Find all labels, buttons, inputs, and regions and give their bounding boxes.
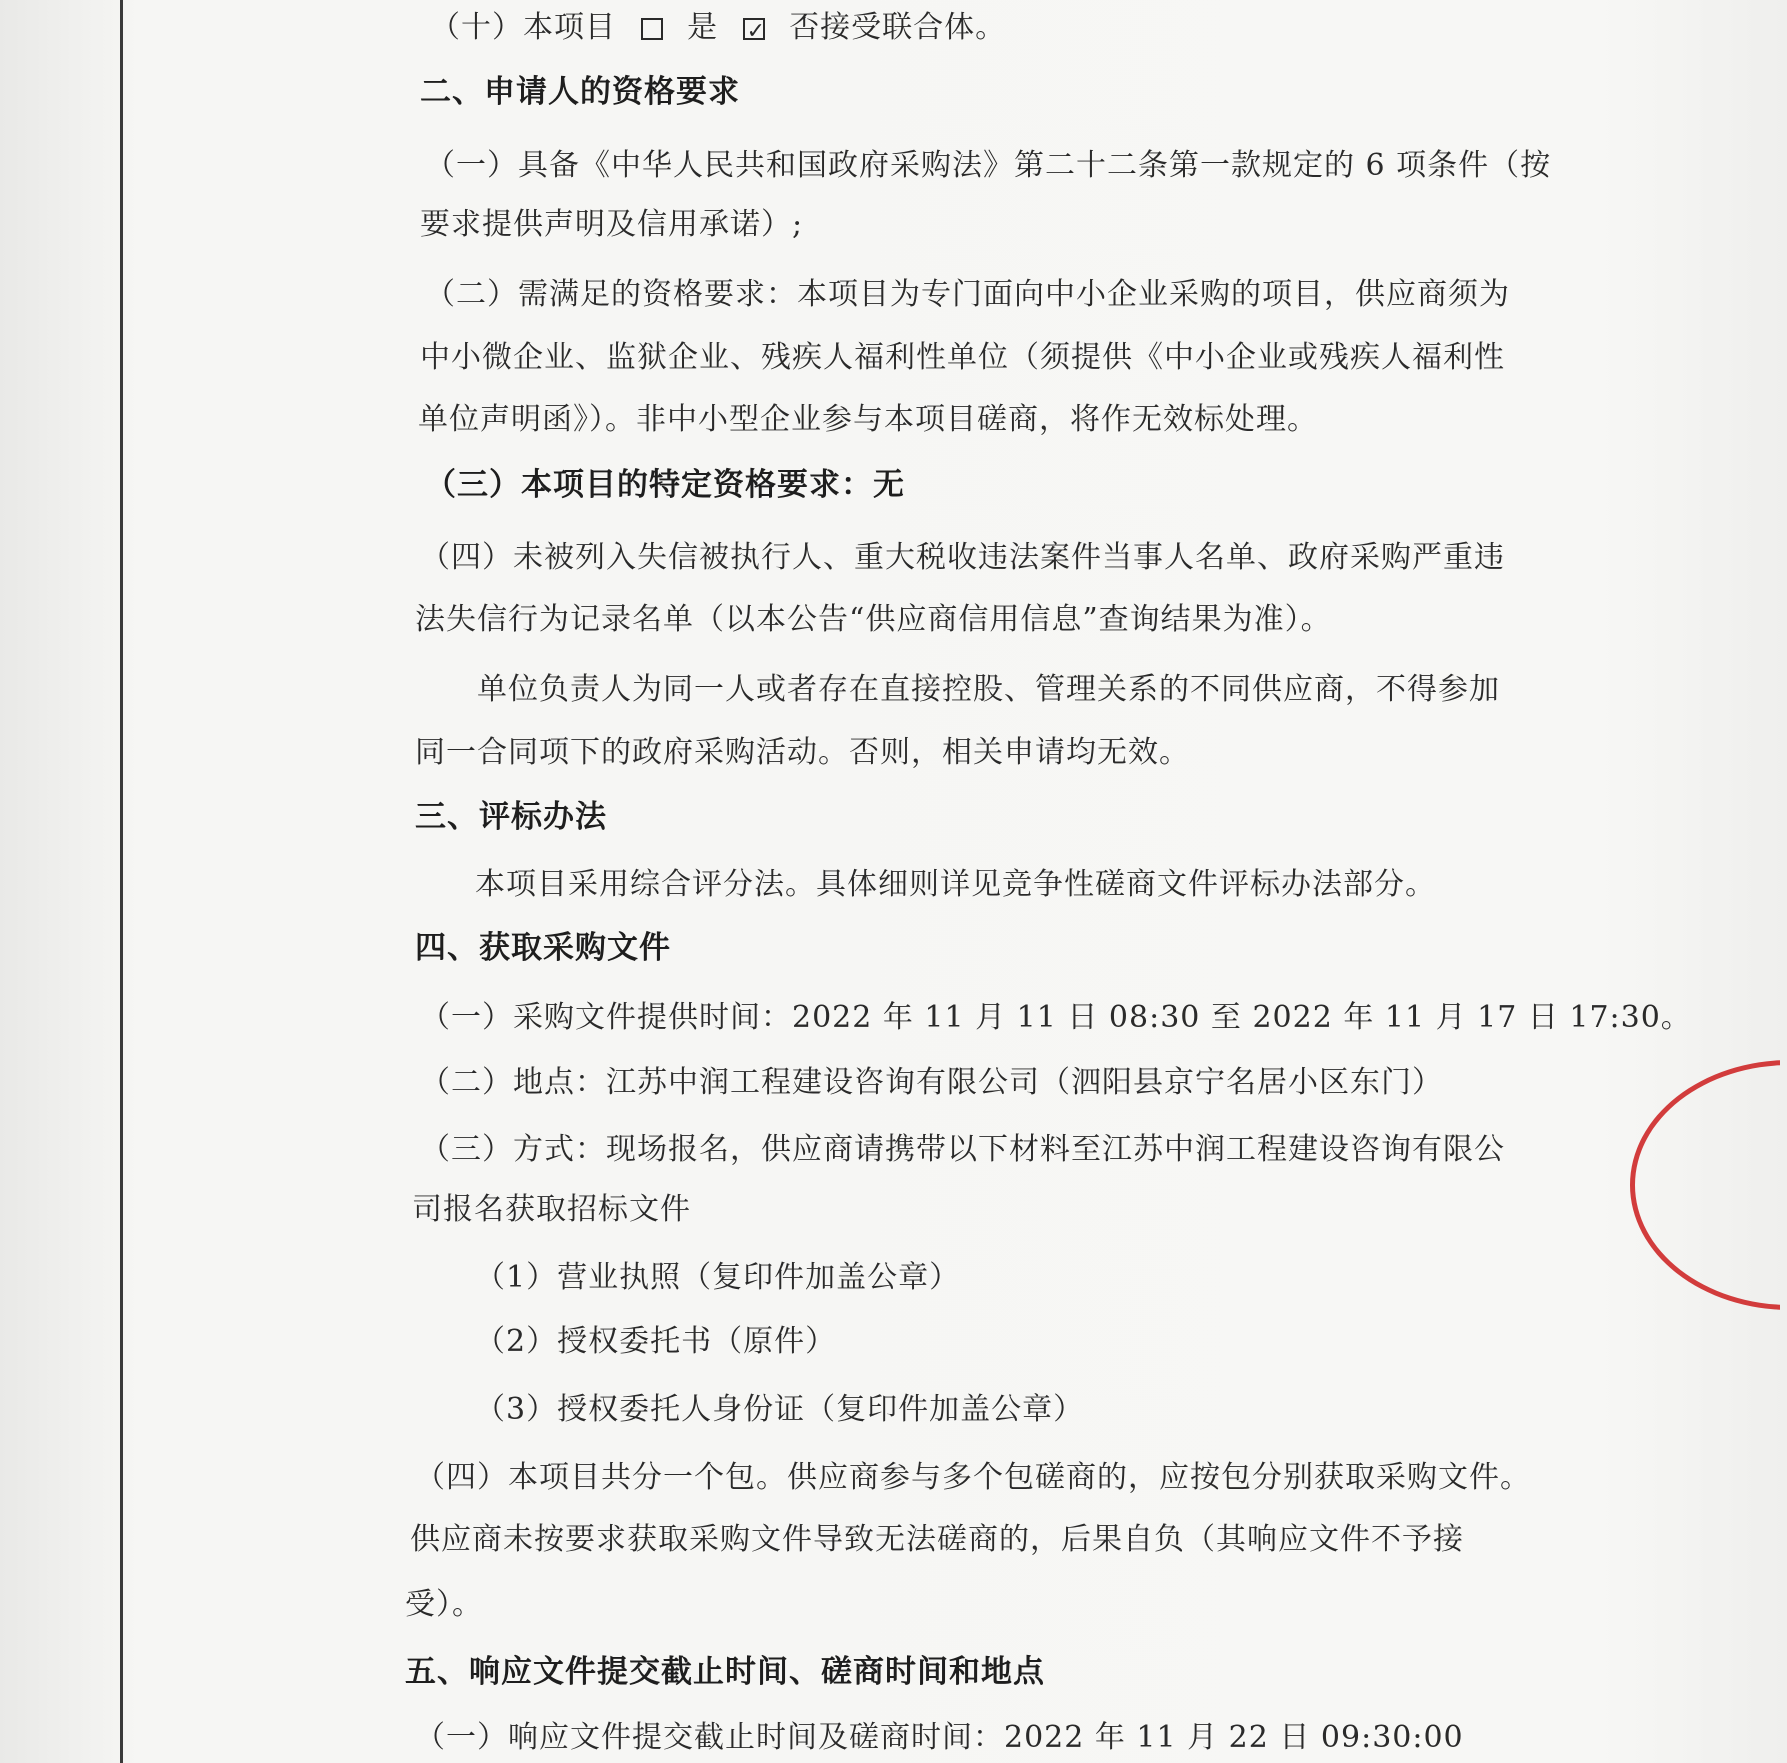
consortium-suffix: 否接受联合体。 — [789, 10, 1007, 45]
page-binding-edge — [120, 0, 123, 1763]
consortium-line — [430, 8, 1006, 48]
red-seal-stamp — [1630, 1060, 1780, 1310]
paragraph-5-1: （一）响应文件提交截止时间及磋商时间：2022 年 11 月 22 日 09:30:00 — [415, 1720, 1464, 1755]
paragraph-4-4-line-1: （四）本项目共分一个包。供应商参与多个包磋商的，应按包分别获取采购文件。 — [415, 1460, 1531, 1495]
paragraph-2-2-line-2: 中小微企业、监狱企业、残疾人福利性单位（须提供《中小企业或残疾人福利性 — [420, 340, 1505, 375]
checkbox-yes — [641, 18, 663, 40]
check-mark-icon: ✓ — [746, 19, 767, 44]
paragraph-4-3-line-2: 司报名获取招标文件 — [412, 1192, 691, 1227]
consortium-option-yes: 是 — [687, 10, 719, 45]
paragraph-2-2-line-1: （二）需满足的资格要求：本项目为专门面向中小企业采购的项目，供应商须为 — [425, 277, 1510, 312]
paragraph-2-1-line-1: （一）具备《中华人民共和国政府采购法》第二十二条第一款规定的 6 项条件（按 — [425, 148, 1552, 183]
paragraph-4-3-line-1: （三）方式：现场报名，供应商请携带以下材料至江苏中润工程建设咨询有限公 — [420, 1132, 1505, 1167]
paragraph-2-2-line-3: 单位声明函》）。非中小型企业参与本项目磋商，将作无效标处理。 — [418, 402, 1318, 437]
checkbox-no — [743, 18, 767, 44]
paragraph-2-5-line-2: 同一合同项下的政府采购活动。否则，相关申请均无效。 — [415, 735, 1190, 770]
seal-ring — [1630, 1060, 1780, 1310]
consortium-prefix: （十）本项目 — [430, 10, 616, 45]
paragraph-2-3: （三）本项目的特定资格要求：无 — [425, 467, 905, 503]
material-item-3: （3）授权委托人身份证（复印件加盖公章） — [475, 1392, 1085, 1427]
section-2-title: 二、申请人的资格要求 — [420, 74, 740, 110]
section-3-body: 本项目采用综合评分法。具体细则详见竞争性磋商文件评标办法部分。 — [475, 867, 1436, 902]
paragraph-4-4-line-3: 受）。 — [405, 1587, 483, 1622]
paragraph-4-1: （一）采购文件提供时间：2022 年 11 月 11 日 08:30 至 2022 年 11 月 17 日 17:30。 — [420, 1000, 1692, 1035]
section-5-title: 五、响应文件提交截止时间、磋商时间和地点 — [405, 1654, 1045, 1690]
paragraph-2-4-line-1: （四）未被列入失信被执行人、重大税收违法案件当事人名单、政府采购严重违 — [420, 540, 1505, 575]
paragraph-2-1-line-2: 要求提供声明及信用承诺）; — [420, 207, 804, 242]
section-4-title: 四、获取采购文件 — [415, 930, 671, 966]
material-item-1: （1）营业执照（复印件加盖公章） — [475, 1260, 961, 1295]
material-item-2: （2）授权委托书（原件） — [475, 1324, 837, 1359]
paragraph-2-5-line-1: 单位负责人为同一人或者存在直接控股、管理关系的不同供应商，不得参加 — [477, 672, 1500, 707]
paragraph-4-2: （二）地点：江苏中润工程建设咨询有限公司（泗阳县京宁名居小区东门） — [420, 1065, 1443, 1100]
paragraph-4-4-line-2: 供应商未按要求获取采购文件导致无法磋商的，后果自负（其响应文件不予接 — [410, 1522, 1464, 1557]
paragraph-2-4-line-2: 法失信行为记录名单（以本公告“供应商信用信息”查询结果为准）。 — [415, 602, 1332, 637]
section-3-title: 三、评标办法 — [415, 799, 607, 835]
